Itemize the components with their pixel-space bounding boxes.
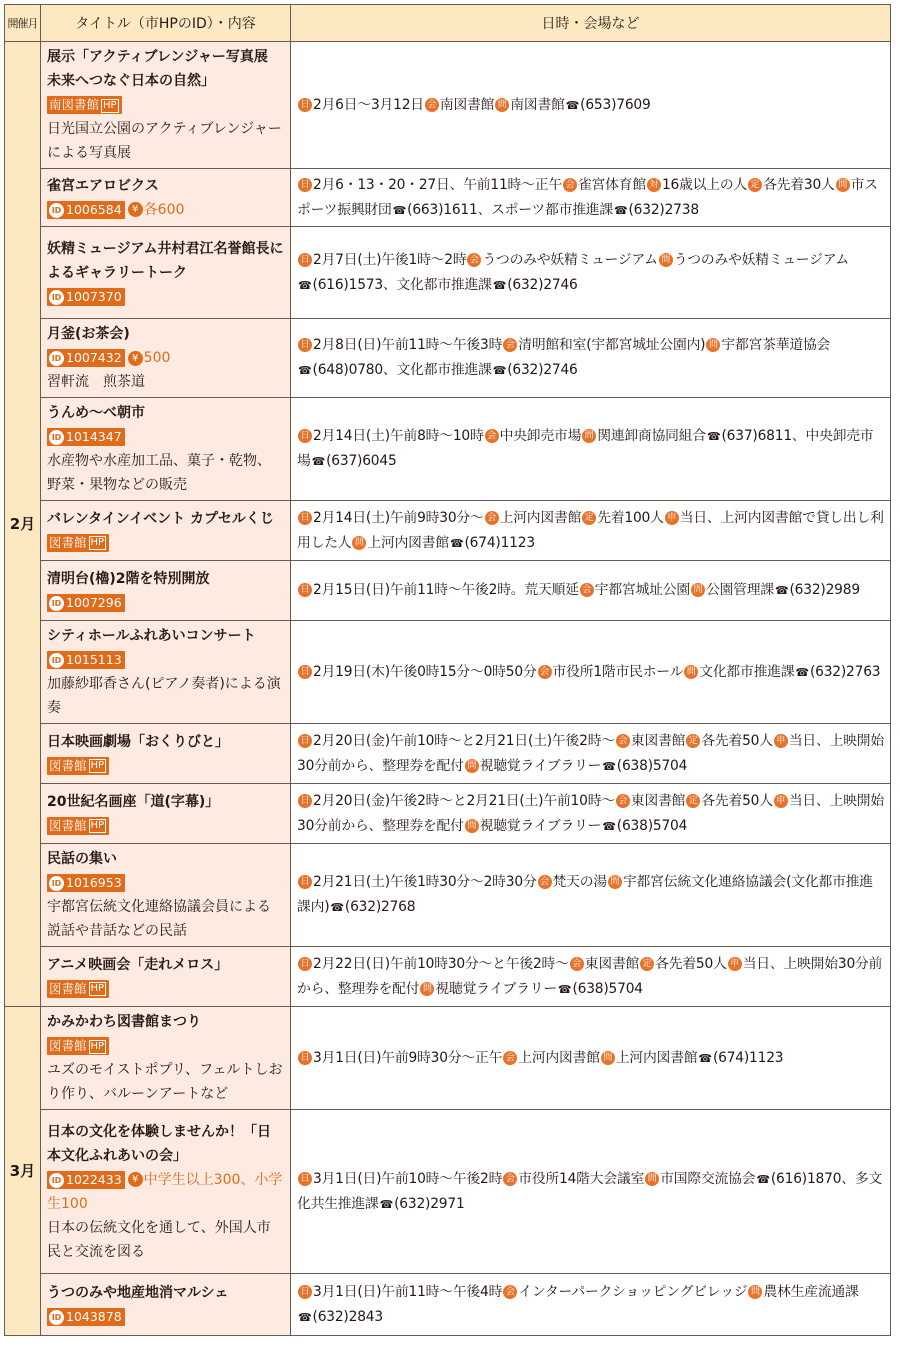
detail-text: 2月14日(土)午前9時30分～ [313,509,484,526]
event-description: ユズのモイストポプリ、フェルトしおり作り、バルーンアートなど [47,1062,283,1102]
venue-mark-icon: 会 [503,1285,517,1299]
venue-mark-icon: 会 [503,1051,517,1065]
phone-icon: ☎ [311,455,326,468]
id-icon: ID [49,203,64,218]
phone-icon: ☎ [795,665,809,679]
event-title: 20世紀名画座「道(字幕)」 [47,793,220,810]
event-detail-cell [291,1110,891,1274]
detail-text: 文化都市推進課 [699,663,795,680]
detail-text: 各先着30人 [763,176,835,193]
table-row [5,1110,891,1274]
event-detail-cell [291,501,891,561]
id-icon: ID [49,596,64,611]
event-title-cell [41,398,291,501]
contact-mark-icon: 問 [601,1051,615,1065]
event-title-cell [41,42,291,169]
hp-icon: HP [90,983,105,994]
contact-mark-icon: 問 [420,982,434,996]
event-title-cell [41,169,291,227]
event-title: 清明台(櫓)2階を特別開放 [47,570,210,587]
event-detail-cell [291,1274,891,1336]
capacity-mark-icon: 定 [748,178,762,192]
table-row [5,947,891,1007]
detail-text: (632)2763 [809,663,881,680]
id-icon: ID [49,1310,64,1325]
id-icon: ID [49,653,64,668]
event-description: 習軒流 煎茶道 [47,374,145,390]
capacity-mark-icon: 定 [640,957,654,971]
id-badge-number: 1043878 [66,1308,122,1324]
detail-text: (632)2738 [628,201,699,218]
yen-icon: ¥ [128,1172,143,1187]
table-row [5,501,891,561]
venue-mark-icon: 会 [538,665,552,679]
date-mark-icon: 日 [298,98,312,112]
id-badge[interactable] [47,1308,125,1326]
detail-text: 上河内図書館 [615,1049,698,1066]
event-detail-cell [291,621,891,724]
event-description: 宇都宮伝統文化連絡協議会員による説話や昔話などの民話 [47,899,271,939]
header-month: 開催月 [5,5,41,42]
detail-text: 3月1日(日)午前11時～午後4時 [313,1283,503,1300]
contact-mark-icon: 問 [748,1285,762,1299]
detail-text: (674)1123 [464,534,535,551]
library-badge-label: 図書館 [49,1038,87,1053]
detail-text: うつのみや妖精ミュージアム [673,251,849,268]
id-badge[interactable] [47,1171,125,1189]
phone-icon: ☎ [449,536,464,550]
fee [128,350,171,366]
library-badge-label: 図書館 [49,757,87,773]
library-badge[interactable] [47,980,109,998]
venue-mark-icon: 会 [485,511,499,525]
event-title: 日本の文化を体験しませんか！「日本文化ふれあいの会」 [47,1123,271,1164]
detail-text: 東図書館 [584,955,640,972]
phone-icon: ☎ [565,98,580,112]
table-row [5,398,891,501]
events-table [4,4,891,1336]
yen-icon: ¥ [128,351,143,366]
detail-text: 2月8日(日)午前11時～午後3時 [313,337,503,353]
library-badge-label: 南図書館 [49,97,100,112]
detail-text: 市役所14階大会議室 [518,1170,645,1187]
detail-text: 各先着50人 [701,732,773,749]
table-row [5,844,891,947]
fee-value: 中学生以上300、小学生100 [47,1171,283,1212]
event-detail-cell [291,1007,891,1110]
event-title: うんめ～べ朝市 [47,405,145,421]
phone-icon: ☎ [557,982,572,996]
detail-text: 16歳以上の人 [661,176,748,193]
event-description: 日光国立公園のアクティブレンジャーによる写真展 [47,121,282,161]
id-badge[interactable] [47,651,125,669]
detail-text: 視聴覚ライブラリー [479,817,602,834]
event-detail-cell [291,784,891,844]
detail-text: 宇都宮伝統文化連絡協議会(文化都市推進課内) [297,874,873,915]
phone-icon: ☎ [698,1051,712,1065]
library-badge-label: 図書館 [49,534,87,550]
contact-mark-icon: 問 [836,178,850,192]
date-mark-icon: 日 [298,794,312,808]
event-title-cell [41,1007,291,1110]
date-mark-icon: 日 [298,178,312,192]
contact-mark-icon: 問 [465,819,479,833]
detail-text: 宇都宮茶華道協会 [721,337,831,353]
venue-mark-icon: 会 [538,875,552,889]
phone-icon: ☎ [756,1172,770,1186]
detail-text: 梵天の湯 [552,874,607,890]
id-badge-number: 1015113 [66,652,122,667]
capacity-mark-icon: 定 [686,734,700,748]
detail-text: (616)1870、多文化共生推進課 [297,1170,883,1212]
month-mar: 3月 [5,1007,41,1336]
library-badge-label: 図書館 [49,817,87,833]
event-detail-cell [291,398,891,501]
event-title: バレンタインイベント カプセルくじ [47,510,274,527]
venue-mark-icon: 会 [503,338,517,352]
detail-text: (638)5704 [616,817,688,834]
phone-icon: ☎ [298,278,312,292]
table-row [5,561,891,621]
event-title-cell [41,501,291,561]
date-mark-icon: 日 [298,511,312,525]
table-row [5,784,891,844]
detail-text: 市スポーツ振興財団 [297,176,878,218]
date-mark-icon: 日 [298,875,312,889]
detail-text: (632)2971 [394,1195,465,1212]
hp-icon: HP [90,1040,105,1052]
phone-icon: ☎ [298,364,312,377]
detail-text: 市役所1階市民ホール [552,663,684,680]
detail-text: (637)6811、中央卸売市場 [297,428,874,469]
detail-text: 2月21日(土)午後1時30分～2時30分 [313,874,537,890]
detail-text: 3月1日(日)午前9時30分～正午 [313,1049,503,1066]
id-icon: ID [49,430,64,445]
event-title: うつのみや地産地消マルシェ [47,1284,229,1301]
capacity-mark-icon: 定 [686,794,700,808]
date-mark-icon: 日 [298,253,312,267]
date-mark-icon: 日 [298,1172,312,1186]
id-badge[interactable] [47,428,125,446]
venue-mark-icon: 会 [616,794,630,808]
detail-text: 雀宮体育館 [577,176,646,193]
id-badge-number: 1014347 [66,429,122,444]
capacity-mark-icon: 定 [582,511,596,525]
table-row [5,621,891,724]
event-title-cell [41,1274,291,1336]
event-detail-cell [291,844,891,947]
detail-text: うつのみや妖精ミュージアム [482,251,658,268]
contact-mark-icon: 問 [608,875,622,889]
detail-text: 2月6・13・20・27日、午前11時～正午 [313,176,562,193]
detail-text: (637)6045 [326,453,397,469]
detail-text: 上河内図書館 [499,509,582,526]
detail-text: 2月20日(金)午後2時～と2月21日(土)午前10時～ [313,792,615,809]
event-title-cell [41,724,291,784]
date-mark-icon: 日 [298,338,312,352]
detail-text: (632)2746 [507,276,578,293]
detail-text: (638)5704 [616,757,688,774]
phone-icon: ☎ [774,584,789,597]
detail-text: 東図書館 [630,792,686,809]
detail-text: 各先着50人 [655,955,727,972]
header-detail: 日時・会場など [291,5,891,42]
detail-text: 中央卸売市場 [499,428,582,444]
table-row [5,42,891,169]
event-description: 加藤紗耶香さん(ピアノ奏者)による演奏 [47,676,281,716]
detail-text: 当日、上映開始30分前から、整理券を配付 [297,732,885,774]
detail-text: 関連卸商協同組合 [597,428,706,444]
apply-mark-icon: 申 [665,511,679,525]
date-mark-icon: 日 [298,429,312,443]
date-mark-icon: 日 [298,1051,312,1065]
detail-text: 2月6日～3月12日 [313,96,424,113]
id-badge[interactable] [47,288,125,306]
detail-text: (632)2843 [312,1308,383,1325]
yen-icon: ¥ [128,202,143,217]
id-badge-number: 1022433 [66,1171,122,1187]
detail-text: 清明館和室(宇都宮城址公園内) [518,337,706,353]
id-badge-number: 1006584 [66,201,122,217]
event-title-cell [41,227,291,319]
event-title: 月釜(お茶会) [47,326,130,342]
header-title: タイトル（市HPのID）・内容 [41,5,291,42]
event-detail-cell [291,947,891,1007]
apply-mark-icon: 申 [728,957,742,971]
detail-text: (653)7609 [580,96,651,113]
contact-mark-icon: 問 [352,536,366,550]
library-badge[interactable] [47,534,109,552]
contact-mark-icon: 問 [659,253,673,267]
detail-text: 2月7日(土)午後1時～2時 [313,251,467,268]
phone-icon: ☎ [379,1197,394,1211]
detail-text: (663)1611、スポーツ都市推進課 [407,201,613,218]
contact-mark-icon: 問 [495,98,509,112]
event-title-cell [41,947,291,1007]
event-title-cell [41,844,291,947]
detail-text: インターパークショッピングビレッジ [518,1283,748,1300]
contact-mark-icon: 問 [645,1172,659,1186]
event-title: 展示「アクティブレンジャー写真展 未来へつなぐ日本の自然」 [47,49,282,89]
phone-icon: ☎ [613,203,628,217]
detail-text: 上河内図書館 [367,534,449,551]
id-badge[interactable] [47,201,125,219]
venue-mark-icon: 会 [485,429,499,443]
event-title-cell [41,1110,291,1274]
event-title: 民話の集い [47,851,117,867]
library-badge[interactable] [47,757,109,775]
fee-value: 500 [143,350,171,366]
hp-icon: HP [103,99,117,111]
contact-mark-icon: 問 [582,429,596,443]
id-icon: ID [49,876,64,891]
table-row [5,169,891,227]
date-mark-icon: 日 [298,957,312,971]
detail-text: 公園管理課 [705,582,774,598]
detail-text: 3月1日(日)午前10時～午後2時 [313,1170,503,1187]
detail-text: 2月14日(土)午前8時～10時 [313,428,484,444]
detail-text: (648)0780、文化都市推進課 [312,362,492,378]
phone-icon: ☎ [298,1310,312,1324]
venue-mark-icon: 会 [425,98,439,112]
detail-text: (632)2746 [507,362,578,378]
detail-text: 南図書館 [510,96,565,113]
date-mark-icon: 日 [298,583,312,597]
library-badge[interactable] [47,1037,109,1055]
phone-icon: ☎ [602,819,616,833]
id-badge-number: 1007296 [66,594,122,610]
event-title: かみかわち図書館まつり [47,1014,201,1030]
event-detail-cell [291,319,891,398]
hp-icon: HP [90,537,105,548]
detail-text: 上河内図書館 [518,1049,600,1066]
event-title: 妖精ミュージアム井村君江名誉館長によるギャラリートーク [47,240,284,281]
event-description: 日本の伝統文化を通して、外国人市民と交流を図る [47,1219,271,1260]
id-badge[interactable] [47,349,125,367]
venue-mark-icon: 会 [563,178,577,192]
detail-text: (674)1123 [712,1049,784,1066]
fee [128,202,185,218]
library-badge-label: 図書館 [49,980,87,996]
detail-text: 宇都宮城址公園 [594,582,690,598]
detail-text: 2月15日(日)午前11時～午後2時。荒天順延 [313,582,579,598]
date-mark-icon: 日 [298,1285,312,1299]
detail-text: 先着100人 [597,509,664,526]
phone-icon: ☎ [706,430,721,443]
event-title: シティホールふれあいコンサート [47,628,256,644]
detail-text: (638)5704 [572,980,643,997]
library-badge[interactable] [47,817,109,835]
detail-text: (632)2768 [344,899,416,915]
event-title: 日本映画劇場「おくりびと」 [47,733,229,750]
detail-text: 市国際交流協会 [660,1170,756,1187]
table-row [5,319,891,398]
event-title-cell [41,784,291,844]
phone-icon: ☎ [602,759,616,773]
id-badge-number: 1007432 [66,350,122,365]
detail-text: (632)2989 [789,582,860,598]
apply-mark-icon: 申 [774,794,788,808]
event-detail-cell [291,169,891,227]
date-mark-icon: 日 [298,734,312,748]
apply-mark-icon: 申 [774,734,788,748]
hp-icon: HP [90,820,105,831]
table-row [5,1274,891,1336]
id-icon: ID [49,1173,64,1188]
detail-text: 視聴覚ライブラリー [479,757,602,774]
event-title: アニメ映画会「走れメロス」 [47,956,229,973]
id-badge[interactable] [47,594,125,612]
phone-icon: ☎ [492,278,507,292]
detail-text: 当日、上映開始30分前から、整理券を配付 [297,792,885,834]
venue-mark-icon: 会 [616,734,630,748]
phone-icon: ☎ [492,364,507,377]
event-title-cell [41,621,291,724]
detail-text: 当日、上河内図書館で貸し出し利用した人 [297,509,884,551]
id-icon: ID [49,290,64,305]
venue-mark-icon: 会 [503,1172,517,1186]
detail-text: (616)1573、文化都市推進課 [312,276,492,293]
table-row [5,227,891,319]
venue-mark-icon: 会 [467,253,481,267]
detail-text: 東図書館 [630,732,686,749]
contact-mark-icon: 問 [684,665,698,679]
detail-text: 2月19日(木)午後0時15分～0時50分 [313,663,537,680]
month-feb: 2月 [5,42,41,1007]
detail-text: 当日、上映開始30分前から、整理券を配付 [297,955,883,997]
venue-mark-icon: 会 [580,583,594,597]
detail-text: 視聴覚ライブラリー [435,980,557,997]
detail-text: 南図書館 [439,96,495,113]
venue-mark-icon: 会 [570,957,584,971]
table-row [5,1007,891,1110]
event-title-cell [41,319,291,398]
date-mark-icon: 日 [298,665,312,679]
id-badge[interactable] [47,874,125,892]
id-badge-number: 1016953 [66,875,122,890]
detail-text: 2月22日(日)午前10時30分～と午後2時～ [313,955,569,972]
detail-text: 農林生産流通課 [763,1283,859,1300]
event-title-cell [41,561,291,621]
event-detail-cell [291,561,891,621]
library-badge[interactable] [47,96,122,114]
header-row [5,5,891,42]
contact-mark-icon: 問 [706,338,720,352]
phone-icon: ☎ [330,901,344,914]
hp-icon: HP [90,760,105,771]
fee-value: 各600 [143,201,185,218]
phone-icon: ☎ [392,203,407,217]
event-detail-cell [291,227,891,319]
event-description: 水産物や水産加工品、菓子・乾物、野菜・果物などの販売 [47,453,271,493]
id-badge-number: 1007370 [66,288,122,304]
table-row [5,724,891,784]
contact-mark-icon: 問 [465,759,479,773]
event-detail-cell [291,724,891,784]
id-icon: ID [49,351,64,366]
event-title: 雀宮エアロビクス [47,177,159,194]
contact-mark-icon: 問 [691,583,705,597]
detail-text: 各先着50人 [701,792,773,809]
target-mark-icon: 対 [647,178,661,192]
event-detail-cell [291,42,891,169]
detail-text: 2月20日(金)午前10時～と2月21日(土)午後2時～ [313,732,615,749]
